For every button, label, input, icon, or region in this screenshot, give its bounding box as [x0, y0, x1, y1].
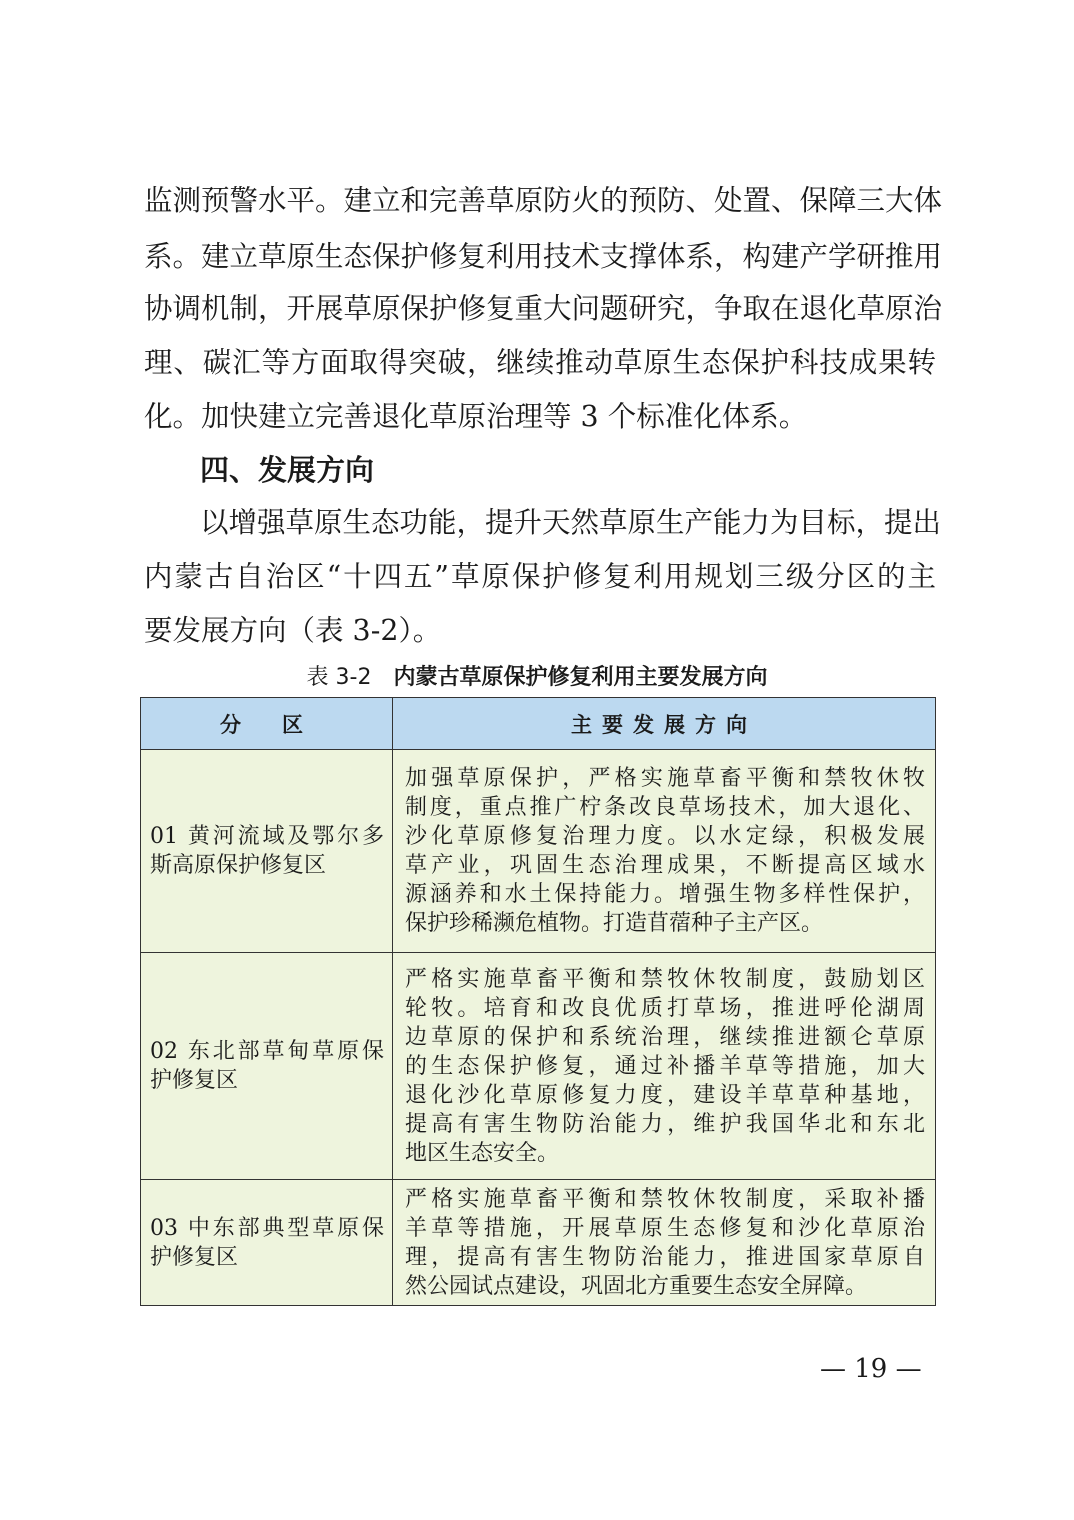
direction-cell	[393, 953, 936, 1180]
table-row	[141, 750, 936, 953]
paragraph-line: 理、碳汇等方面取得突破，继续推动草原生态保护科技成果转	[144, 346, 936, 379]
zone-line: 01 黄河流域及鄂尔多	[150, 824, 384, 849]
direction-line: 轮牧。培育和改良优质打草场，推进呼伦湖周	[405, 995, 925, 1021]
paragraph-line: 监测预警水平。建立和完善草原防火的预防、处置、保障三大体	[144, 184, 943, 217]
direction-line: 草产业，巩固生态治理成果，不断提高区域水	[405, 853, 925, 878]
zone-cell	[141, 750, 393, 953]
table-row	[141, 953, 936, 1180]
direction-line: 边草原的保护和系统治理，继续推进额仑草原	[405, 1024, 925, 1050]
zone-line: 护修复区	[150, 1068, 239, 1093]
paragraph-line: 化。加快建立完善退化草原治理等 3 个标准化体系。	[144, 400, 808, 433]
zone-cell	[141, 953, 393, 1180]
header-zone: 分 区	[141, 698, 393, 750]
zone-line: 护修复区	[150, 1244, 239, 1270]
direction-line: 保护珍稀濒危植物。打造苜蓿种子主产区。	[405, 911, 824, 936]
header-direction: 主要发展方向	[393, 698, 936, 750]
direction-line: 加强草原保护，严格实施草畜平衡和禁牧休牧	[405, 766, 925, 791]
direction-line: 制度，重点推广柠条改良草场技术，加大退化、	[405, 795, 925, 820]
page-number: — 19 —	[820, 1354, 922, 1384]
table-caption	[0, 662, 1074, 694]
direction-line: 源涵养和水土保持能力。增强生物多样性保护，	[405, 882, 925, 907]
direction-line: 严格实施草畜平衡和禁牧休牧制度，采取补播	[405, 1186, 925, 1212]
table-row	[141, 1180, 936, 1306]
direction-cell	[393, 750, 936, 953]
direction-line: 然公园试点建设，巩固北方重要生态安全屏障。	[405, 1273, 868, 1299]
zone-line: 02 东北部草甸草原保	[150, 1039, 384, 1064]
table-header-row	[141, 698, 936, 750]
direction-cell	[393, 1180, 936, 1306]
development-direction-table	[140, 697, 936, 1306]
direction-line: 退化沙化草原修复力度，建设羊草草种基地，	[405, 1082, 925, 1108]
zone-line: 斯高原保护修复区	[150, 853, 327, 878]
direction-line: 沙化草原修复治理力度。以水定绿，积极发展	[405, 824, 925, 849]
direction-line: 地区生态安全。	[405, 1140, 560, 1166]
table-caption-number: 表 3-2	[306, 665, 372, 690]
direction-line: 的生态保护修复，通过补播羊草等措施，加大	[405, 1053, 925, 1079]
paragraph-line: 以增强草原生态功能，提升天然草原生产能力为目标，提出	[200, 506, 942, 539]
zone-line: 03 中东部典型草原保	[150, 1215, 384, 1241]
paragraph-line: 内蒙古自治区“十四五”草原保护修复利用规划三级分区的主	[144, 560, 936, 593]
paragraph-line: 系。建立草原生态保护修复利用技术支撑体系，构建产学研推用	[144, 240, 943, 273]
paragraph-line: 协调机制，开展草原保护修复重大问题研究，争取在退化草原治	[144, 292, 943, 325]
section-heading: 四、发展方向	[200, 453, 375, 487]
direction-line: 提高有害生物防治能力，维护我国华北和东北	[405, 1111, 925, 1137]
direction-line: 理，提高有害生物防治能力，推进国家草原自	[405, 1244, 925, 1270]
table-caption-title: 内蒙古草原保护修复利用主要发展方向	[393, 665, 768, 690]
direction-line: 羊草等措施，开展草原生态修复和沙化草原治	[405, 1215, 925, 1241]
paragraph-line: 要发展方向（表 3-2）。	[144, 614, 442, 647]
direction-line: 严格实施草畜平衡和禁牧休牧制度，鼓励划区	[405, 966, 925, 992]
zone-cell	[141, 1180, 393, 1306]
